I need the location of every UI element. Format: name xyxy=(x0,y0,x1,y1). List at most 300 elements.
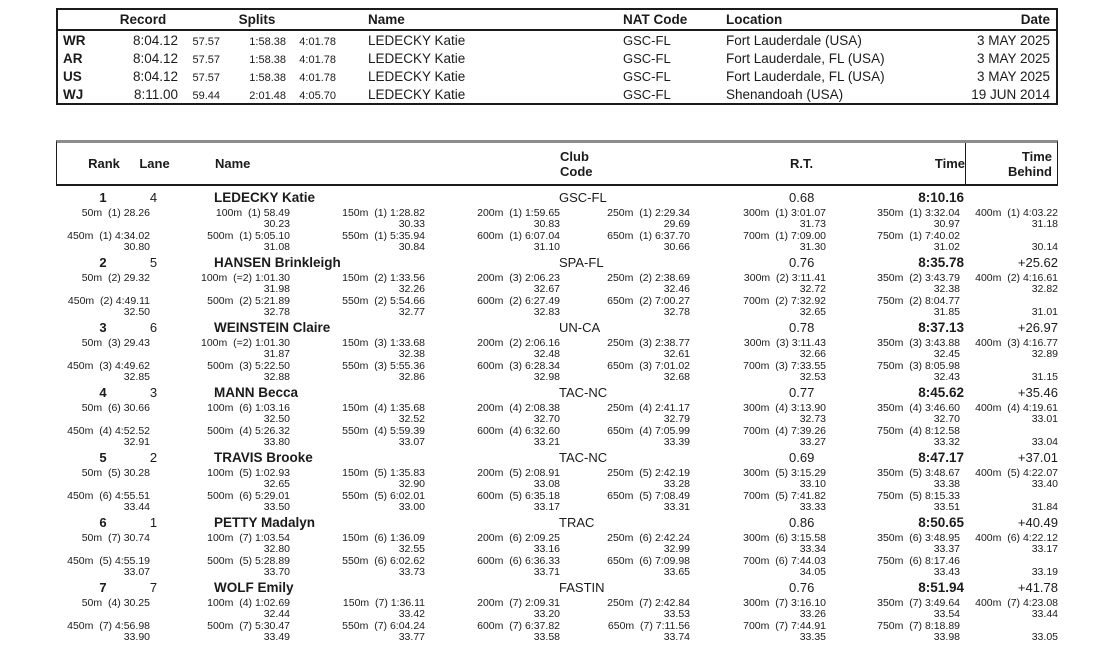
split-cell xyxy=(290,296,425,318)
record-split-200: 1:58.38 xyxy=(249,71,286,84)
split-time: 550m (2) 5:54.66 xyxy=(342,295,425,307)
split-subtime: 32.90 xyxy=(398,478,425,490)
split-cell xyxy=(826,426,960,448)
split-subtime: 33.34 xyxy=(799,543,826,555)
split-subtime: 32.65 xyxy=(799,306,826,318)
split-subtime: 33.65 xyxy=(663,566,690,578)
split-time: 600m (4) 6:32.60 xyxy=(477,425,560,437)
split-subtime: 33.21 xyxy=(533,436,560,448)
split-cell xyxy=(425,208,560,230)
swimmer-block xyxy=(56,385,1058,448)
split-cell xyxy=(826,621,960,643)
swimmer-name: TRAVIS Brooke xyxy=(214,450,313,465)
split-time: 750m (4) 8:12.58 xyxy=(877,425,960,437)
club-code: UN-CA xyxy=(559,320,601,335)
split-cell xyxy=(960,273,1058,295)
split-cell xyxy=(690,533,826,555)
time-behind: +41.78 xyxy=(1017,580,1058,595)
record-tag: WJ xyxy=(63,86,84,102)
split-cell xyxy=(560,208,690,230)
split-time: 600m (6) 6:36.33 xyxy=(477,555,560,567)
split-time: 50m (7) 30.74 xyxy=(81,532,150,544)
split-time: 200m (5) 2:08.91 xyxy=(477,467,560,479)
split-time: 700m (6) 7:44.03 xyxy=(743,555,826,567)
record-row xyxy=(58,49,1056,67)
split-cell xyxy=(690,208,826,230)
split-time: 150m (6) 1:36.09 xyxy=(342,532,425,544)
split-cell xyxy=(826,556,960,578)
split-row xyxy=(56,533,1058,555)
split-time: 300m (4) 3:13.90 xyxy=(743,402,826,414)
split-subtime: 32.99 xyxy=(663,543,690,555)
split-time: 700m (7) 7:44.91 xyxy=(743,620,826,632)
split-time: 250m (3) 2:38.77 xyxy=(607,337,690,349)
split-subtime: 33.31 xyxy=(663,501,690,513)
split-cell xyxy=(56,491,150,513)
split-time: 600m (5) 6:35.18 xyxy=(477,490,560,502)
split-cell xyxy=(960,556,1058,578)
split-cell xyxy=(425,338,560,360)
split-subtime: 32.45 xyxy=(933,348,960,360)
split-row xyxy=(56,361,1058,383)
split-subtime: 32.53 xyxy=(799,371,826,383)
split-time: 750m (5) 8:15.33 xyxy=(877,490,960,502)
split-cell xyxy=(56,598,150,620)
split-subtime: 33.98 xyxy=(933,631,960,643)
split-cell xyxy=(690,598,826,620)
split-cell xyxy=(150,296,290,318)
record-row xyxy=(58,85,1056,103)
split-subtime: 33.50 xyxy=(263,501,290,513)
split-time: 150m (1) 1:28.82 xyxy=(342,207,425,219)
records-table xyxy=(56,8,1058,105)
split-time: 650m (2) 7:00.27 xyxy=(607,295,690,307)
split-cell xyxy=(560,556,690,578)
swimmer-summary-row xyxy=(56,580,1058,597)
split-cell xyxy=(690,338,826,360)
split-subtime: 33.17 xyxy=(1031,543,1058,555)
split-cell xyxy=(826,231,960,253)
split-cell xyxy=(690,296,826,318)
split-cell xyxy=(690,403,826,425)
split-subtime: 33.40 xyxy=(1031,478,1058,490)
split-cell xyxy=(425,296,560,318)
record-tag: AR xyxy=(63,50,83,66)
swimmer-summary-row xyxy=(56,450,1058,467)
split-subtime: 33.44 xyxy=(1031,608,1058,620)
split-cell xyxy=(425,533,560,555)
split-time: 50m (2) 29.32 xyxy=(81,272,150,284)
split-subtime: 32.55 xyxy=(398,543,425,555)
split-subtime: 32.38 xyxy=(398,348,425,360)
split-time: 350m (4) 3:46.60 xyxy=(877,402,960,414)
record-nat-code: GSC-FL xyxy=(623,86,671,102)
split-subtime: 33.33 xyxy=(799,501,826,513)
record-holder-name: LEDECKY Katie xyxy=(368,86,466,102)
split-cell xyxy=(826,273,960,295)
split-subtime: 33.49 xyxy=(263,631,290,643)
split-subtime: 30.80 xyxy=(123,241,150,253)
split-row xyxy=(56,338,1058,360)
split-cell xyxy=(56,403,150,425)
split-time: 150m (3) 1:33.68 xyxy=(342,337,425,349)
records-table-header xyxy=(58,10,1056,31)
record-location: Fort Lauderdale (USA) xyxy=(726,32,862,48)
split-time: 750m (6) 8:17.46 xyxy=(877,555,960,567)
split-cell xyxy=(826,598,960,620)
split-subtime: 32.38 xyxy=(933,283,960,295)
swimmer-block xyxy=(56,450,1058,513)
reaction-time: 0.69 xyxy=(789,450,815,465)
split-time: 400m (3) 4:16.77 xyxy=(975,337,1058,349)
split-time: 350m (7) 3:49.64 xyxy=(877,597,960,609)
swimmer-name: HANSEN Brinkleigh xyxy=(214,255,341,270)
final-time: 8:45.62 xyxy=(918,385,964,400)
split-time: 450m (5) 4:55.19 xyxy=(67,555,150,567)
club-code: TAC-NC xyxy=(559,450,608,465)
split-cell xyxy=(690,621,826,643)
split-subtime: 32.26 xyxy=(398,283,425,295)
split-cell xyxy=(425,361,560,383)
split-time: 350m (5) 3:48.67 xyxy=(877,467,960,479)
record-date: 3 MAY 2025 xyxy=(976,32,1050,48)
split-subtime: 32.43 xyxy=(933,371,960,383)
split-subtime: 32.48 xyxy=(533,348,560,360)
split-subtime: 31.87 xyxy=(263,348,290,360)
split-subtime: 33.37 xyxy=(933,543,960,555)
split-time: 300m (5) 3:15.29 xyxy=(743,467,826,479)
split-time: 700m (2) 7:32.92 xyxy=(743,295,826,307)
split-cell xyxy=(826,338,960,360)
final-time: 8:51.94 xyxy=(918,580,964,595)
split-subtime xyxy=(56,414,150,425)
split-time: 100m (1) 58.49 xyxy=(215,207,290,219)
split-cell xyxy=(150,468,290,490)
split-subtime xyxy=(56,349,150,360)
record-nat-code: GSC-FL xyxy=(623,68,671,84)
swimmer-summary-row xyxy=(56,515,1058,532)
split-time: 650m (3) 7:01.02 xyxy=(607,360,690,372)
split-subtime: 33.51 xyxy=(933,501,960,513)
split-subtime: 30.66 xyxy=(663,241,690,253)
split-subtime: 32.91 xyxy=(123,436,150,448)
record-split-400: 4:01.78 xyxy=(299,71,336,84)
split-cell xyxy=(826,361,960,383)
split-time: 550m (5) 6:02.01 xyxy=(342,490,425,502)
split-subtime: 29.69 xyxy=(663,218,690,230)
split-time: 150m (5) 1:35.83 xyxy=(342,467,425,479)
results-table xyxy=(56,140,1058,643)
results-header-club-code xyxy=(560,149,790,179)
split-subtime: 31.18 xyxy=(1031,218,1058,230)
split-cell xyxy=(290,468,425,490)
split-subtime: 32.70 xyxy=(533,413,560,425)
final-time: 8:50.65 xyxy=(918,515,964,530)
swimmer-summary-row xyxy=(56,255,1058,272)
split-cell xyxy=(425,231,560,253)
split-cell xyxy=(690,426,826,448)
split-cell xyxy=(425,621,560,643)
split-time: 350m (3) 3:43.88 xyxy=(877,337,960,349)
split-subtime: 31.08 xyxy=(263,241,290,253)
split-time: 200m (7) 2:09.31 xyxy=(477,597,560,609)
results-header-rank: Rank xyxy=(88,156,120,171)
split-cell xyxy=(425,403,560,425)
split-cell xyxy=(560,273,690,295)
split-cell xyxy=(425,556,560,578)
split-cell xyxy=(960,468,1058,490)
split-cell xyxy=(290,491,425,513)
split-cell xyxy=(960,621,1058,643)
split-time: 300m (2) 3:11.41 xyxy=(743,272,826,284)
split-cell xyxy=(290,338,425,360)
split-subtime: 31.10 xyxy=(533,241,560,253)
split-subtime: 31.30 xyxy=(799,241,826,253)
split-subtime: 30.97 xyxy=(933,218,960,230)
swimmer-name: WEINSTEIN Claire xyxy=(214,320,331,335)
split-row xyxy=(56,621,1058,643)
split-subtime: 33.10 xyxy=(799,478,826,490)
split-cell xyxy=(560,361,690,383)
split-subtime: 32.65 xyxy=(263,478,290,490)
split-cell xyxy=(56,338,150,360)
split-cell xyxy=(560,426,690,448)
split-subtime: 30.83 xyxy=(533,218,560,230)
split-subtime: 33.53 xyxy=(663,608,690,620)
split-subtime: 32.77 xyxy=(398,306,425,318)
split-subtime: 33.35 xyxy=(799,631,826,643)
split-cell xyxy=(56,296,150,318)
split-subtime: 33.05 xyxy=(1031,631,1058,643)
split-row xyxy=(56,208,1058,230)
split-subtime: 32.66 xyxy=(799,348,826,360)
split-subtime: 34.05 xyxy=(799,566,826,578)
split-subtime xyxy=(56,219,150,230)
split-subtime: 32.85 xyxy=(123,371,150,383)
split-cell xyxy=(150,491,290,513)
split-time: 550m (4) 5:59.39 xyxy=(342,425,425,437)
swimmer-name: PETTY Madalyn xyxy=(214,515,316,530)
split-cell xyxy=(56,468,150,490)
split-cell xyxy=(56,231,150,253)
record-row xyxy=(58,67,1056,85)
split-subtime: 31.85 xyxy=(933,306,960,318)
split-subtime: 33.54 xyxy=(933,608,960,620)
split-time: 600m (3) 6:28.34 xyxy=(477,360,560,372)
split-subtime: 32.50 xyxy=(123,306,150,318)
split-time: 250m (5) 2:42.19 xyxy=(607,467,690,479)
split-time: 150m (2) 1:33.56 xyxy=(342,272,425,284)
lane-value: 3 xyxy=(149,385,158,400)
split-subtime: 32.86 xyxy=(398,371,425,383)
split-subtime: 32.72 xyxy=(799,283,826,295)
split-subtime: 32.46 xyxy=(663,283,690,295)
split-subtime: 33.43 xyxy=(933,566,960,578)
split-subtime: 33.74 xyxy=(663,631,690,643)
split-time: 750m (2) 8:04.77 xyxy=(877,295,960,307)
split-time: 650m (6) 7:09.98 xyxy=(607,555,690,567)
split-row xyxy=(56,598,1058,620)
results-header-time-behind xyxy=(965,143,1056,184)
split-cell xyxy=(150,338,290,360)
split-time: 700m (4) 7:39.26 xyxy=(743,425,826,437)
records-header-record: Record xyxy=(119,12,167,27)
split-time: 100m (6) 1:03.16 xyxy=(207,402,290,414)
rank-value: 6 xyxy=(99,515,107,530)
split-subtime: 32.80 xyxy=(263,543,290,555)
split-subtime xyxy=(56,609,150,620)
split-cell xyxy=(425,273,560,295)
split-subtime: 32.82 xyxy=(1031,283,1058,295)
split-time: 200m (4) 2:08.38 xyxy=(477,402,560,414)
split-row xyxy=(56,468,1058,490)
record-location: Shenandoah (USA) xyxy=(726,86,844,102)
split-time: 250m (1) 2:29.34 xyxy=(607,207,690,219)
split-subtime: 33.20 xyxy=(533,608,560,620)
results-header-club-line1: Club xyxy=(560,148,589,164)
split-subtime: 32.67 xyxy=(533,283,560,295)
lane-value: 1 xyxy=(149,515,158,530)
split-row xyxy=(56,426,1058,448)
records-header-location: Location xyxy=(726,12,783,27)
split-row xyxy=(56,231,1058,253)
split-subtime: 32.79 xyxy=(663,413,690,425)
split-time: 50m (3) 29.43 xyxy=(81,337,150,349)
split-time: 200m (2) 2:06.16 xyxy=(477,337,560,349)
rank-value: 5 xyxy=(99,450,107,465)
split-subtime: 32.89 xyxy=(1031,348,1058,360)
split-row xyxy=(56,491,1058,513)
club-code: GSC-FL xyxy=(559,190,607,205)
split-time: 100m (5) 1:02.93 xyxy=(207,467,290,479)
split-cell xyxy=(960,598,1058,620)
results-header-club-line2: Code xyxy=(560,163,593,179)
record-tag: WR xyxy=(63,32,86,48)
split-subtime: 33.71 xyxy=(533,566,560,578)
club-code: SPA-FL xyxy=(559,255,604,270)
split-cell xyxy=(960,296,1058,318)
split-subtime: 31.84 xyxy=(1031,501,1058,513)
split-time: 300m (3) 3:11.43 xyxy=(743,337,826,349)
swimmer-summary-row xyxy=(56,385,1058,402)
results-header-lane: Lane xyxy=(139,156,170,171)
split-subtime: 32.52 xyxy=(398,413,425,425)
split-cell xyxy=(960,403,1058,425)
split-subtime: 31.98 xyxy=(263,283,290,295)
split-time: 100m (=2) 1:01.30 xyxy=(200,272,290,284)
split-cell xyxy=(560,621,690,643)
split-time: 600m (1) 6:07.04 xyxy=(477,230,560,242)
lane-value: 7 xyxy=(149,580,158,595)
split-time: 700m (1) 7:09.00 xyxy=(743,230,826,242)
rank-value: 1 xyxy=(99,190,107,205)
split-cell xyxy=(690,491,826,513)
split-cell xyxy=(560,491,690,513)
split-subtime: 32.70 xyxy=(933,413,960,425)
record-split-400: 4:05.70 xyxy=(299,89,336,102)
record-time: 8:04.12 xyxy=(132,32,178,48)
rank-value: 3 xyxy=(99,320,107,335)
split-subtime: 33.39 xyxy=(663,436,690,448)
split-cell xyxy=(425,426,560,448)
records-header-name: Name xyxy=(368,12,405,27)
split-time: 450m (1) 4:34.02 xyxy=(67,230,150,242)
lane-value: 5 xyxy=(149,255,158,270)
records-header-splits: Splits xyxy=(238,12,276,27)
record-tag: US xyxy=(63,68,82,84)
split-time: 700m (3) 7:33.55 xyxy=(743,360,826,372)
split-time: 400m (7) 4:23.08 xyxy=(975,597,1058,609)
split-time: 200m (6) 2:09.25 xyxy=(477,532,560,544)
split-time: 250m (7) 2:42.84 xyxy=(607,597,690,609)
split-row xyxy=(56,273,1058,295)
club-code: TRAC xyxy=(559,515,595,530)
split-cell xyxy=(56,533,150,555)
split-subtime: 33.16 xyxy=(533,543,560,555)
split-cell xyxy=(150,231,290,253)
swimmer-summary-row xyxy=(56,320,1058,337)
split-cell xyxy=(150,556,290,578)
split-cell xyxy=(960,231,1058,253)
swimmer-block xyxy=(56,255,1058,318)
split-time: 550m (7) 6:04.24 xyxy=(342,620,425,632)
split-cell xyxy=(56,361,150,383)
split-time: 200m (3) 2:06.23 xyxy=(477,272,560,284)
time-behind: +26.97 xyxy=(1017,320,1058,335)
results-header-name: Name xyxy=(215,156,251,171)
record-time: 8:04.12 xyxy=(132,68,178,84)
split-cell xyxy=(150,403,290,425)
split-cell xyxy=(150,621,290,643)
split-time: 650m (7) 7:11.56 xyxy=(607,620,690,632)
split-time: 400m (5) 4:22.07 xyxy=(975,467,1058,479)
results-header-time: Time xyxy=(934,156,965,171)
split-time: 600m (7) 6:37.82 xyxy=(477,620,560,632)
split-time: 750m (1) 7:40.02 xyxy=(877,230,960,242)
lane-value: 2 xyxy=(149,450,158,465)
split-subtime: 31.01 xyxy=(1031,306,1058,318)
split-cell xyxy=(560,296,690,318)
split-cell xyxy=(960,533,1058,555)
reaction-time: 0.68 xyxy=(789,190,815,205)
split-time: 400m (4) 4:19.61 xyxy=(975,402,1058,414)
split-time: 700m (5) 7:41.82 xyxy=(743,490,826,502)
split-cell xyxy=(560,533,690,555)
split-time: 150m (7) 1:36.11 xyxy=(342,597,425,609)
reaction-time: 0.86 xyxy=(789,515,815,530)
split-cell xyxy=(290,598,425,620)
split-time: 550m (3) 5:55.36 xyxy=(342,360,425,372)
split-subtime: 32.83 xyxy=(533,306,560,318)
rank-value: 4 xyxy=(99,385,107,400)
record-split-200: 1:58.38 xyxy=(249,53,286,66)
split-cell xyxy=(425,491,560,513)
split-cell xyxy=(150,598,290,620)
split-time: 250m (2) 2:38.69 xyxy=(607,272,690,284)
split-cell xyxy=(960,491,1058,513)
split-cell xyxy=(826,208,960,230)
time-behind: +40.49 xyxy=(1017,515,1058,530)
time-behind: +35.46 xyxy=(1017,385,1058,400)
records-header-date: Date xyxy=(1020,12,1050,27)
split-cell xyxy=(425,468,560,490)
record-row xyxy=(58,31,1056,49)
split-cell xyxy=(290,621,425,643)
split-subtime: 33.00 xyxy=(398,501,425,513)
split-cell xyxy=(960,208,1058,230)
split-cell xyxy=(290,208,425,230)
split-time: 500m (3) 5:22.50 xyxy=(207,360,290,372)
